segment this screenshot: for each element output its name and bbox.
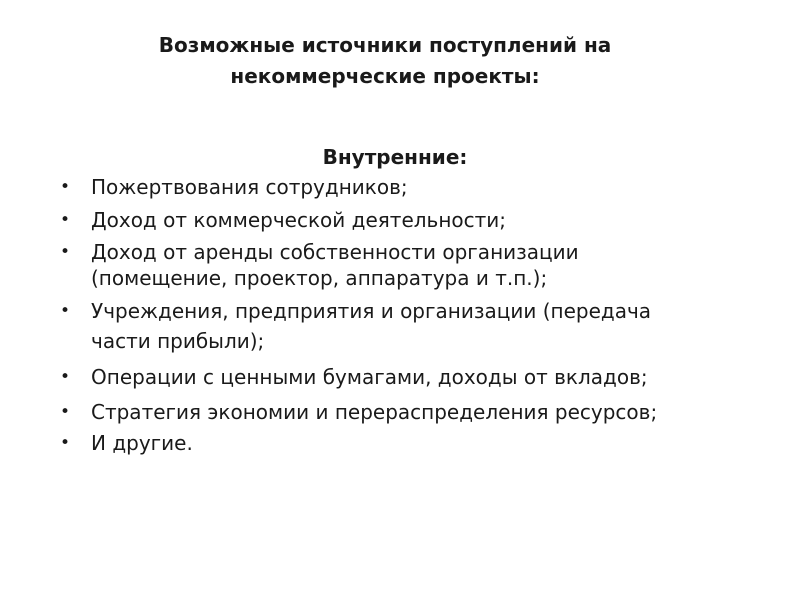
bullet-icon: • — [60, 242, 71, 262]
list-item — [60, 428, 740, 458]
list-item-text-line-1: Учреждения, предприятия и организации (передача — [91, 299, 652, 323]
list-item-text: Пожертвования сотрудников; — [91, 175, 408, 199]
section-subtitle: Внутренние: — [322, 145, 468, 169]
list-item-text-line-2: (помещение, проектор, аппаратура и т.п.); — [91, 266, 548, 290]
list-item-text-line-1: Доход от аренды собственности организации — [91, 240, 579, 264]
list-item — [60, 397, 740, 427]
bullet-icon: • — [60, 367, 71, 387]
list-item — [60, 296, 740, 356]
list-item-text: Стратегия экономии и перераспределения ресурсов; — [91, 400, 658, 424]
list-item-text: И другие. — [91, 431, 193, 455]
bullet-icon: • — [60, 433, 71, 453]
list-item-text: Операции с ценными бумагами, доходы от вкладов; — [91, 365, 648, 389]
bullet-icon: • — [60, 301, 71, 321]
list-item-text: Доход от коммерческой деятельности; — [91, 208, 507, 232]
bullet-icon: • — [60, 177, 71, 197]
slide-title-line-1: Возможные источники поступлений на — [158, 33, 612, 57]
list-item — [60, 205, 740, 235]
bullet-icon: • — [60, 402, 71, 422]
bullet-icon: • — [60, 210, 71, 230]
list-item — [60, 172, 740, 202]
slide-title-line-2: некоммерческие проекты: — [230, 64, 540, 88]
list-item — [60, 362, 740, 392]
list-item-text-line-2: части прибыли); — [91, 329, 265, 353]
list-item — [60, 237, 740, 293]
slide-title — [110, 30, 660, 92]
